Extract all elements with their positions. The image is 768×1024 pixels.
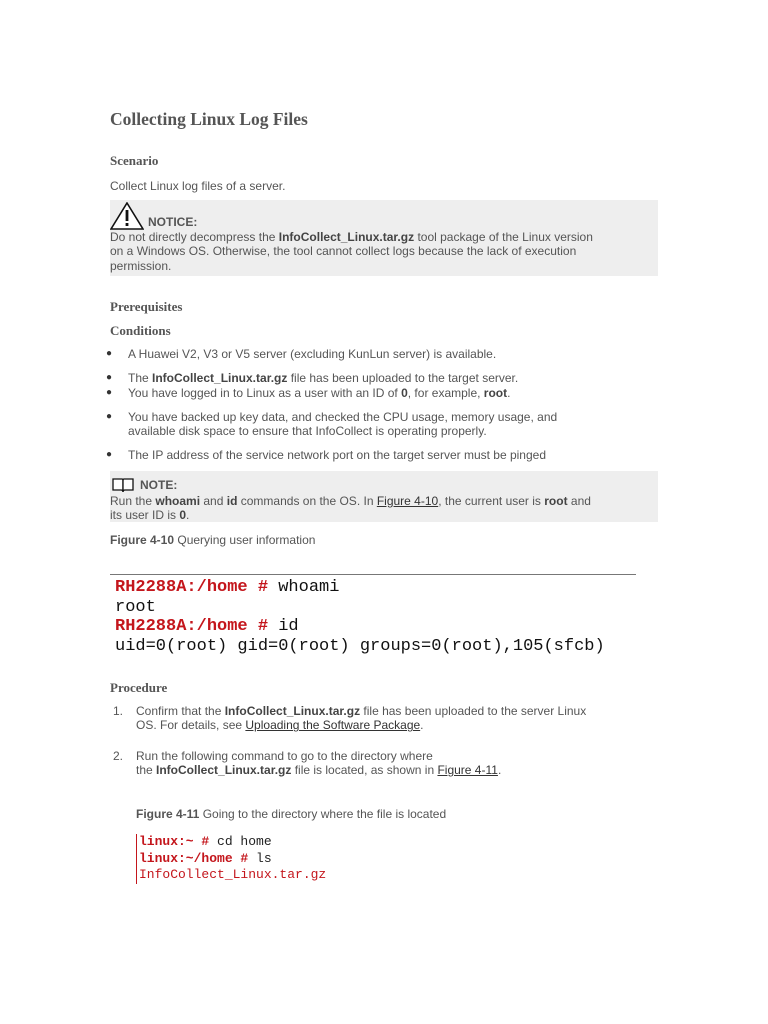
- note-header: [110, 471, 658, 493]
- list-item-text: [128, 371, 518, 385]
- figure-4-11-link[interactable]: Figure 4-11: [437, 763, 498, 778]
- figure-4-10-caption: [110, 533, 315, 547]
- terminal-prompt: RH2288A:/home #: [115, 617, 269, 636]
- notice-text-2: tool package of the Linux version: [414, 230, 593, 244]
- note-label: NOTE:: [140, 477, 178, 492]
- notice-text-3: on a Windows OS. Otherwise, the tool cannot collect logs because the lack of execution: [110, 244, 577, 259]
- list-item-bold: root: [483, 386, 508, 400]
- step-text: [136, 704, 586, 733]
- step-text-part: Run the following command to go to the directory where: [136, 749, 433, 763]
- prerequisites-heading: Prerequisites: [110, 299, 183, 314]
- terminal-prompt: linux:~/home #: [139, 850, 249, 866]
- bullet-icon: ●: [106, 449, 113, 460]
- scenario-text: Collect Linux log files of a server.: [110, 179, 286, 193]
- note-text-part: , the current user is: [438, 494, 545, 508]
- terminal-output: InfoCollect_Linux.tar.gz: [139, 867, 327, 882]
- step-text-part: file has been uploaded to the server Linux: [360, 704, 587, 718]
- step-filename: InfoCollect_Linux.tar.gz: [224, 704, 361, 718]
- page-title: Collecting Linux Log Files: [110, 109, 308, 129]
- bullet-icon: ●: [106, 387, 113, 398]
- list-item-text: A Huawei V2, V3 or V5 server (excluding KunLun server) is available.: [128, 347, 497, 361]
- notice-filename: InfoCollect_Linux.tar.gz: [278, 230, 415, 244]
- note-bold: root: [544, 494, 568, 508]
- bullet-icon: ●: [106, 372, 113, 383]
- note-command: whoami: [155, 494, 201, 508]
- terminal-command: ls: [248, 850, 272, 866]
- notice-label: NOTICE:: [148, 214, 198, 229]
- note-text-part: .: [186, 508, 190, 523]
- list-item-text-part: , for example,: [407, 386, 484, 400]
- step-filename: InfoCollect_Linux.tar.gz: [156, 763, 292, 778]
- note-text-part: and: [200, 494, 227, 508]
- uploading-software-package-link[interactable]: Uploading the Software Package: [245, 718, 421, 733]
- terminal-command: cd home: [209, 834, 272, 849]
- note-text-part: and: [567, 494, 591, 508]
- note-text-part: its user ID is: [110, 508, 180, 523]
- note-text: [110, 493, 658, 525]
- notice-header: [110, 200, 658, 230]
- terminal-command: id: [268, 617, 299, 636]
- terminal-screenshot-2: [136, 834, 397, 884]
- figure-number: Figure 4-11: [136, 807, 200, 821]
- list-item-bold: 0: [401, 386, 408, 400]
- terminal-prompt: RH2288A:/home #: [115, 578, 269, 597]
- bullet-icon: ●: [106, 411, 113, 422]
- figure-4-11-caption: [136, 807, 446, 821]
- step-number: 1.: [113, 704, 124, 718]
- scenario-heading: Scenario: [110, 153, 159, 168]
- terminal-screenshot-1: [110, 574, 636, 657]
- procedure-heading: Procedure: [110, 680, 168, 695]
- list-item-text-part: You have backed up key data, and checked the CPU usage, memory usage, and: [128, 410, 558, 424]
- figure-4-10-link[interactable]: Figure 4-10: [376, 494, 439, 508]
- note-command: id: [226, 494, 238, 508]
- list-item-text-part: .: [507, 386, 511, 400]
- note-text-part: Run the: [110, 494, 156, 508]
- terminal-prompt: linux:~ #: [139, 834, 210, 849]
- bullet-icon: ●: [106, 348, 113, 359]
- conditions-heading: Conditions: [110, 323, 171, 338]
- list-item-text: [128, 386, 510, 400]
- list-item-text-part: The: [128, 371, 153, 385]
- step-text-part: OS. For details, see: [136, 718, 246, 733]
- step-text-part: .: [420, 718, 424, 733]
- list-item-text-part: file has been uploaded to the target server.: [287, 371, 519, 385]
- step-text-part: the: [136, 763, 157, 778]
- list-item-text-part: You have logged in to Linux as a user with an ID of: [128, 386, 402, 400]
- note-bold: 0: [179, 508, 187, 523]
- step-number: 2.: [113, 749, 124, 763]
- list-item-text: [128, 410, 557, 439]
- list-item-text: The IP address of the service network port on the target server must be pinged: [128, 448, 547, 462]
- notice-text-4: permission.: [110, 258, 172, 273]
- notice-text: [110, 230, 658, 275]
- note-text-part: commands on the OS. In: [237, 494, 377, 508]
- terminal-command: whoami: [268, 578, 340, 597]
- step-text-part: .: [497, 763, 502, 778]
- figure-caption-text: Querying user information: [174, 533, 316, 547]
- book-icon: [112, 477, 134, 493]
- list-item-filename: InfoCollect_Linux.tar.gz: [152, 371, 288, 385]
- notice-text-1: Do not directly decompress the: [110, 230, 279, 244]
- list-item-text-part: available disk space to ensure that InfoCollect is operating properly.: [128, 424, 487, 439]
- note-box: [110, 471, 658, 522]
- figure-number: Figure 4-10: [110, 533, 175, 547]
- figure-caption-text: Going to the directory where the file is located: [199, 807, 447, 821]
- notice-box: [110, 200, 658, 276]
- terminal-output: root: [115, 597, 156, 617]
- warning-icon: [110, 202, 144, 230]
- step-text-part: Confirm that the: [136, 704, 225, 718]
- step-text: [136, 749, 501, 778]
- step-text-part: file is located, as shown in: [291, 763, 438, 778]
- terminal-output: uid=0(root) gid=0(root) groups=0(root),105(sfcb): [115, 636, 605, 656]
